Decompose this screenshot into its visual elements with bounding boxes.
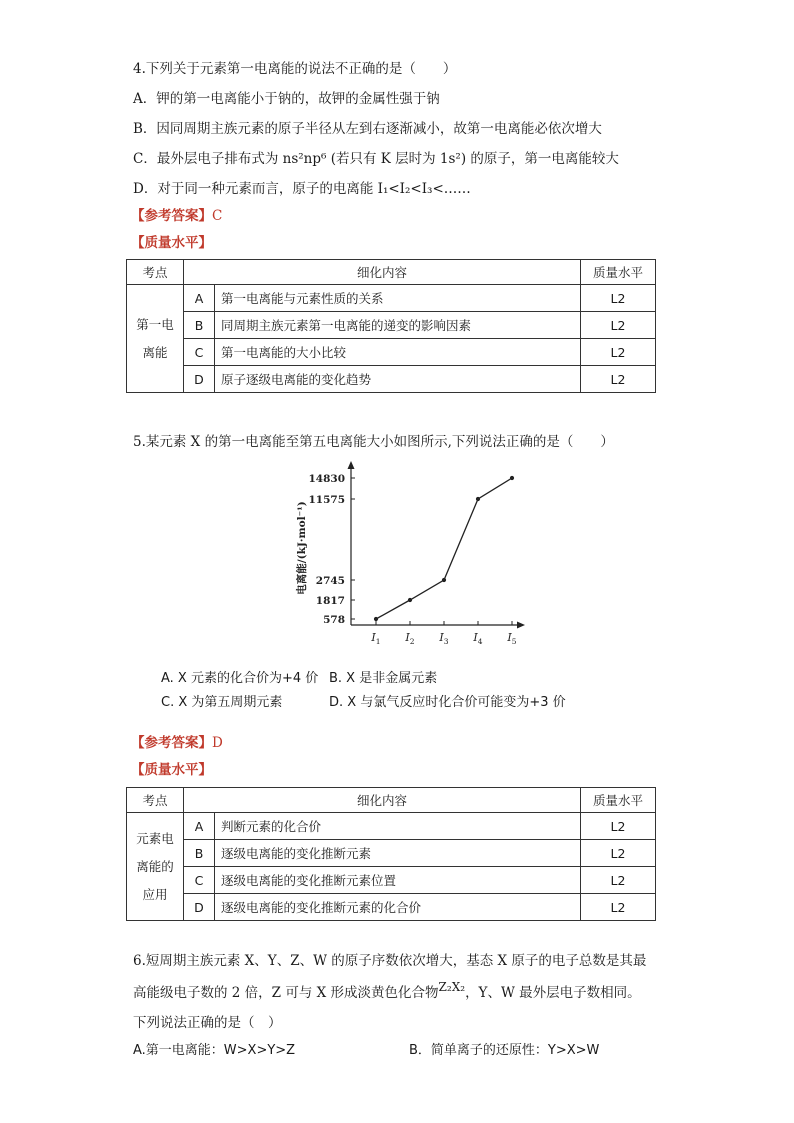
series-line	[376, 478, 512, 619]
y-tick-label: 14830	[308, 473, 345, 485]
level-cell: L2	[581, 339, 656, 366]
header-topic: 考点	[127, 260, 184, 285]
header-content: 细化内容	[184, 788, 581, 813]
q4-stem: 4.下列关于元素第一电离能的说法不正确的是（ ）	[133, 61, 457, 77]
content-cell: 逐级电离能的变化推断元素位置	[215, 867, 581, 894]
x-axis-arrow	[517, 622, 525, 629]
q6-option-b: B．简单离子的还原性：Y>X>W	[409, 1043, 600, 1058]
header-topic: 考点	[127, 788, 184, 813]
header-level: 质量水平	[581, 788, 656, 813]
answer-value: D	[212, 735, 223, 751]
header-level: 质量水平	[581, 260, 656, 285]
q4-answer	[131, 207, 222, 225]
opt-cell: D	[184, 894, 215, 921]
opt-cell: A	[184, 285, 215, 312]
opt-cell: D	[184, 366, 215, 393]
q5-quality-label: 【质量水平】	[131, 762, 212, 778]
q4-option-c: C．最外层电子排布式为 ns²np⁶ (若只有 K 层时为 1s²) 的原子，第一电离能较大	[133, 151, 619, 167]
opt-cell: C	[184, 339, 215, 366]
content-cell: 第一电离能与元素性质的关系	[215, 285, 581, 312]
q6-line-2-post: ，Y、W 最外层电子数相同。	[465, 985, 641, 1001]
q6-formula: Z₂X₂	[438, 980, 466, 994]
topic-cell: 元素电离能的应用	[127, 813, 184, 921]
ionization-energy-chart	[285, 455, 545, 655]
content-cell: 原子逐级电离能的变化趋势	[215, 366, 581, 393]
level-cell: L2	[581, 366, 656, 393]
opt-cell: C	[184, 867, 215, 894]
q5-option-d: D. X 与氯气反应时化合价可能变为+3 价	[329, 695, 566, 710]
data-point	[408, 598, 412, 602]
table-row	[127, 867, 656, 894]
level-cell: L2	[581, 840, 656, 867]
q4-quality-table	[126, 259, 656, 393]
content-cell: 逐级电离能的变化推断元素的化合价	[215, 894, 581, 921]
q5-option-a: A. X 元素的化合价为+4 价	[161, 671, 319, 686]
answer-label: 【参考答案】	[131, 208, 212, 224]
data-point	[374, 617, 378, 621]
table-row	[127, 813, 656, 840]
opt-cell: B	[184, 840, 215, 867]
level-cell: L2	[581, 894, 656, 921]
level-cell: L2	[581, 813, 656, 840]
q6-option-a: A.第一电离能：W>X>Y>Z	[133, 1043, 296, 1058]
table-row	[127, 894, 656, 921]
level-cell: L2	[581, 867, 656, 894]
table-header-row	[127, 788, 656, 813]
q5-quality-table	[126, 787, 656, 921]
x-tick-label: $I_1$	[371, 631, 381, 646]
table-row	[127, 840, 656, 867]
data-point	[510, 476, 514, 480]
content-cell: 同周期主族元素第一电离能的递变的影响因素	[215, 312, 581, 339]
content-cell: 判断元素的化合价	[215, 813, 581, 840]
x-tick-label: $I_5$	[507, 631, 517, 646]
content-cell: 第一电离能的大小比较	[215, 339, 581, 366]
y-tick-label: 578	[323, 614, 345, 626]
answer-label: 【参考答案】	[131, 735, 212, 751]
q6-line-2-pre: 高能级电子数的 2 倍，Z 可与 X 形成淡黄色化合物	[133, 985, 439, 1001]
table-header-row	[127, 260, 656, 285]
y-tick-label: 2745	[315, 575, 345, 587]
q5-answer	[131, 734, 223, 752]
x-tick-label: $I_3$	[439, 631, 449, 646]
y-tick-label: 1817	[315, 595, 345, 607]
x-tick-label: $I_4$	[473, 631, 483, 646]
q4-quality-label: 【质量水平】	[131, 235, 212, 251]
q5-option-b: B. X 是非金属元素	[329, 671, 438, 686]
q4-option-d: D．对于同一种元素而言，原子的电离能 I₁<I₂<I₃<……	[133, 181, 471, 197]
level-cell: L2	[581, 312, 656, 339]
table-row	[127, 312, 656, 339]
content-cell: 逐级电离能的变化推断元素	[215, 840, 581, 867]
table-row	[127, 285, 656, 312]
q4-option-b: B．因同周期主族元素的原子半径从左到右逐渐减小，故第一电离能必依次增大	[133, 121, 602, 137]
q6-line-1: 6.短周期主族元素 X、Y、Z、W 的原子序数依次增大，基态 X 原子的电子总数是其最	[133, 953, 647, 969]
opt-cell: B	[184, 312, 215, 339]
table-row	[127, 366, 656, 393]
answer-value: C	[212, 208, 223, 224]
q5-option-c: C. X 为第五周期元素	[161, 695, 283, 710]
table-row	[127, 339, 656, 366]
topic-cell: 第一电离能	[127, 285, 184, 393]
chart-y-ticks	[308, 473, 355, 626]
data-point	[442, 578, 446, 582]
y-axis-arrow	[348, 461, 355, 469]
q5-stem: 5.某元素 X 的第一电离能至第五电离能大小如图所示,下列说法正确的是（ ）	[133, 434, 614, 450]
x-tick-label: $I_2$	[405, 631, 415, 646]
header-content: 细化内容	[184, 260, 581, 285]
q6-line-2	[133, 980, 641, 1002]
chart-series	[374, 476, 514, 621]
chart-y-axis-label: 电离能/(kJ·mol⁻¹)	[296, 501, 308, 595]
opt-cell: A	[184, 813, 215, 840]
data-point	[476, 497, 480, 501]
q6-line-3: 下列说法正确的是（ ）	[133, 1015, 282, 1031]
y-tick-label: 11575	[308, 494, 345, 506]
level-cell: L2	[581, 285, 656, 312]
q4-option-a: A．钾的第一电离能小于钠的，故钾的金属性强于钠	[133, 91, 440, 107]
